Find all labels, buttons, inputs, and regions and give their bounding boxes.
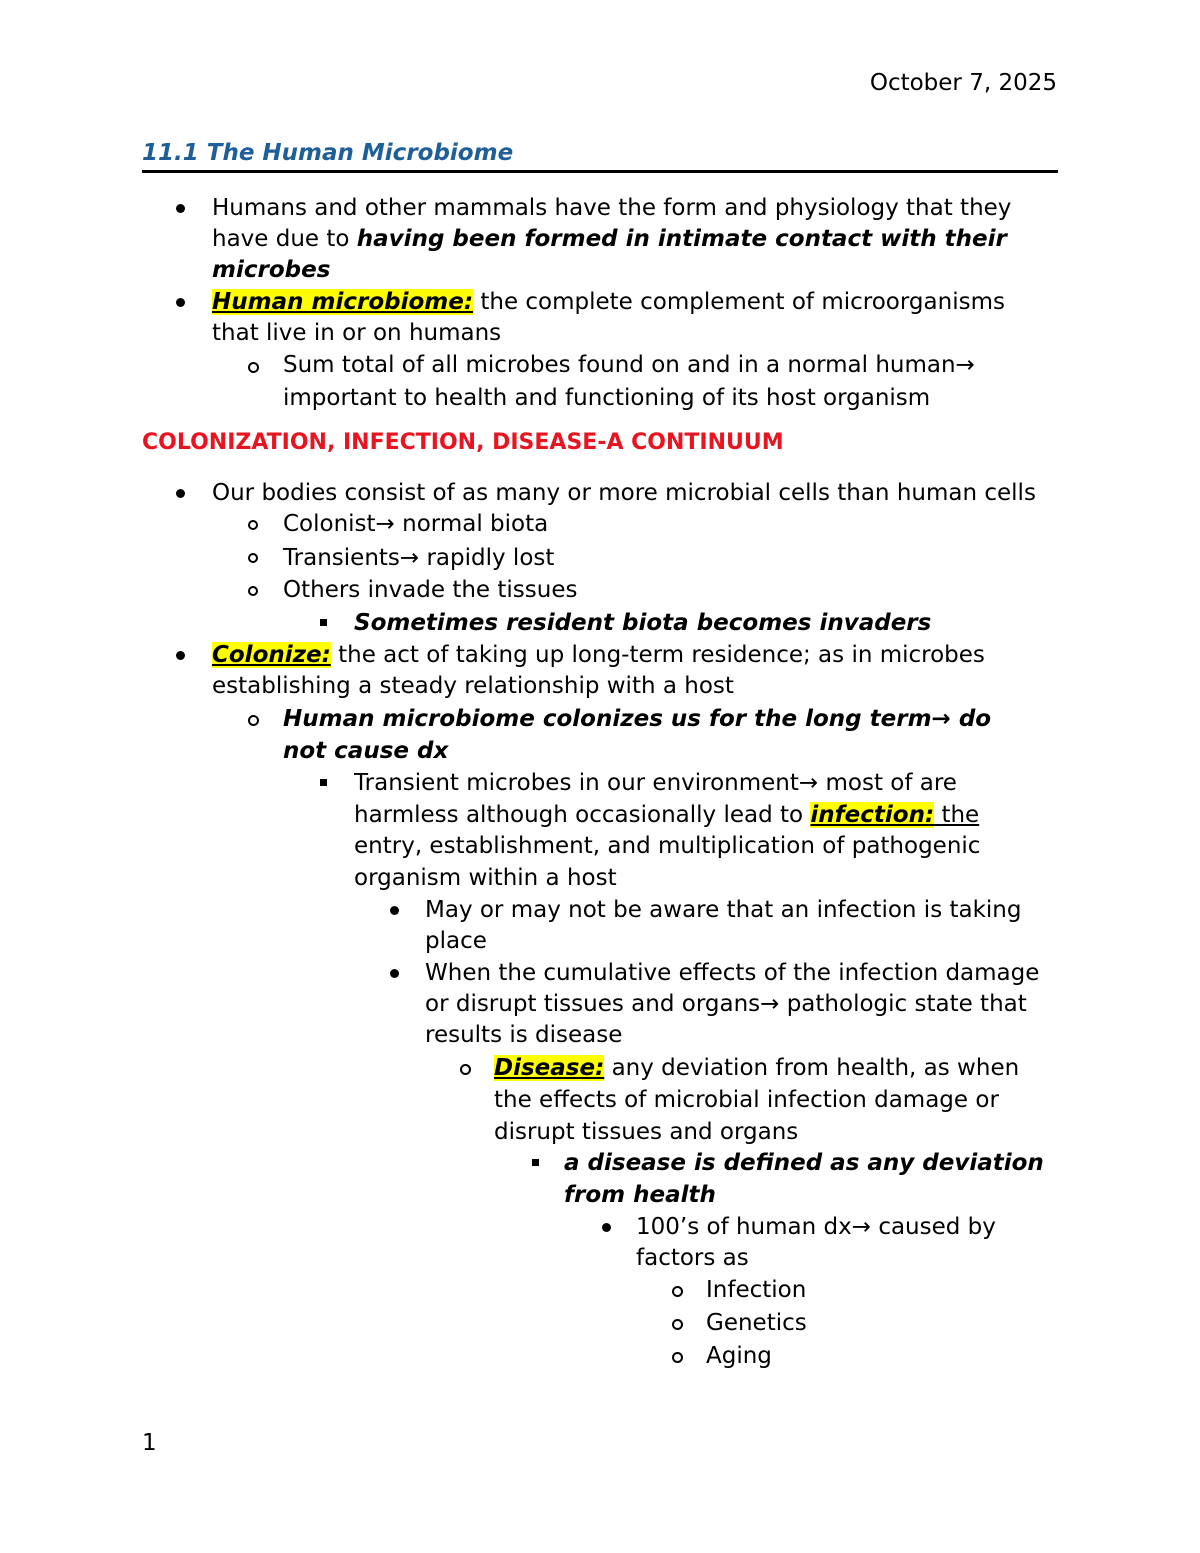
bullet-text: factors as — [636, 1245, 749, 1271]
bullet-icon — [602, 1223, 611, 1232]
bullet-text: microbes — [212, 257, 331, 283]
bullet-icon — [176, 298, 185, 307]
transient-text: harmless although occasionally lead to infection: the — [354, 802, 980, 828]
bullet-text: May or may not be aware that an infection is taking — [425, 897, 1022, 923]
bullet-text: establishing a steady relationship with a host — [212, 673, 734, 699]
sub-bullet-text: disrupt tissues and organs — [494, 1119, 799, 1145]
sub-bullet-icon — [672, 1352, 683, 1363]
term-colonize: Colonize: — [212, 642, 331, 668]
bullet-icon — [390, 969, 399, 978]
bullet-text: Humans and other mammals have the form and physiology that they — [212, 195, 1012, 221]
bullet-text: have due to having been formed in intimate contact with their — [212, 226, 1007, 252]
sub-bullet-text: the effects of microbial infection damage or — [494, 1087, 999, 1113]
bullet-text: Colonize: the act of taking up long-term residence; as in microbes — [212, 642, 985, 668]
term-human-microbiome: Human microbiome: — [212, 289, 474, 315]
factor-item: Genetics — [706, 1310, 807, 1336]
sub-bullet-icon — [248, 715, 259, 726]
sub-bullet-text: Transients→ rapidly lost — [283, 545, 555, 571]
term-infection: infection: — [810, 802, 935, 828]
square-bullet-icon — [320, 619, 327, 626]
sub-bullet-icon — [248, 586, 258, 596]
term-disease: Disease: — [494, 1055, 605, 1081]
bullet-text: that live in or on humans — [212, 320, 502, 346]
sub-bullet-icon — [460, 1064, 471, 1075]
transient-text: entry, establishment, and multiplication of pathogenic — [354, 833, 981, 859]
bullet-text: When the cumulative effects of the infection damage — [425, 960, 1040, 986]
bullet-text: place — [425, 928, 487, 954]
section-heading-colonization: COLONIZATION, INFECTION, DISEASE-A CONTINUUM — [142, 430, 784, 455]
sub-bullet-text: Human microbiome colonizes us for the long term→ do — [283, 706, 992, 732]
page-number: 1 — [142, 1430, 157, 1456]
bullet-icon — [390, 906, 399, 915]
sub-bullet-text: Disease: any deviation from health, as when — [494, 1055, 1020, 1081]
sub-bullet-text: Others invade the tissues — [283, 577, 578, 603]
square-bullet-icon — [320, 779, 327, 786]
bullet-text: Our bodies consist of as many or more microbial cells than human cells — [212, 480, 1036, 506]
definition-text: from health — [564, 1182, 716, 1208]
sub-bullet-icon — [248, 520, 258, 530]
sub-bullet-icon — [672, 1286, 683, 1297]
factor-item: Aging — [706, 1343, 772, 1369]
definition-text: a disease is defined as any deviation — [564, 1150, 1044, 1176]
sub-bullet-text: Colonist→ normal biota — [283, 511, 549, 537]
heading-rule — [142, 170, 1058, 173]
sub-bullet-text: not cause dx — [283, 738, 449, 764]
bullet-text: 100’s of human dx→ caused by — [636, 1214, 996, 1240]
square-bullet-icon — [532, 1159, 539, 1166]
sub-sub-bullet-text: Sometimes resident biota becomes invaders — [354, 610, 932, 636]
sub-bullet-icon — [248, 362, 259, 373]
sub-bullet-text: Sum total of all microbes found on and in a normal human→ — [283, 352, 975, 378]
bullet-text: or disrupt tissues and organs→ pathologic state that — [425, 991, 1027, 1017]
sub-bullet-icon — [248, 553, 258, 563]
transient-text: organism within a host — [354, 865, 617, 891]
bullet-icon — [176, 204, 185, 213]
transient-text: Transient microbes in our environment→ most of are — [354, 770, 957, 796]
document-date: October 7, 2025 — [869, 70, 1057, 96]
sub-bullet-icon — [672, 1319, 683, 1330]
section-heading-microbiome: 11.1 The Human Microbiome — [142, 140, 514, 166]
factor-item: Infection — [706, 1277, 807, 1303]
sub-bullet-text: important to health and functioning of its host organism — [283, 385, 931, 411]
bullet-text: results is disease — [425, 1022, 623, 1048]
bullet-text: Human microbiome: the complete complement of microorganisms — [212, 289, 1005, 315]
bullet-icon — [176, 651, 185, 660]
bullet-icon — [176, 489, 185, 498]
